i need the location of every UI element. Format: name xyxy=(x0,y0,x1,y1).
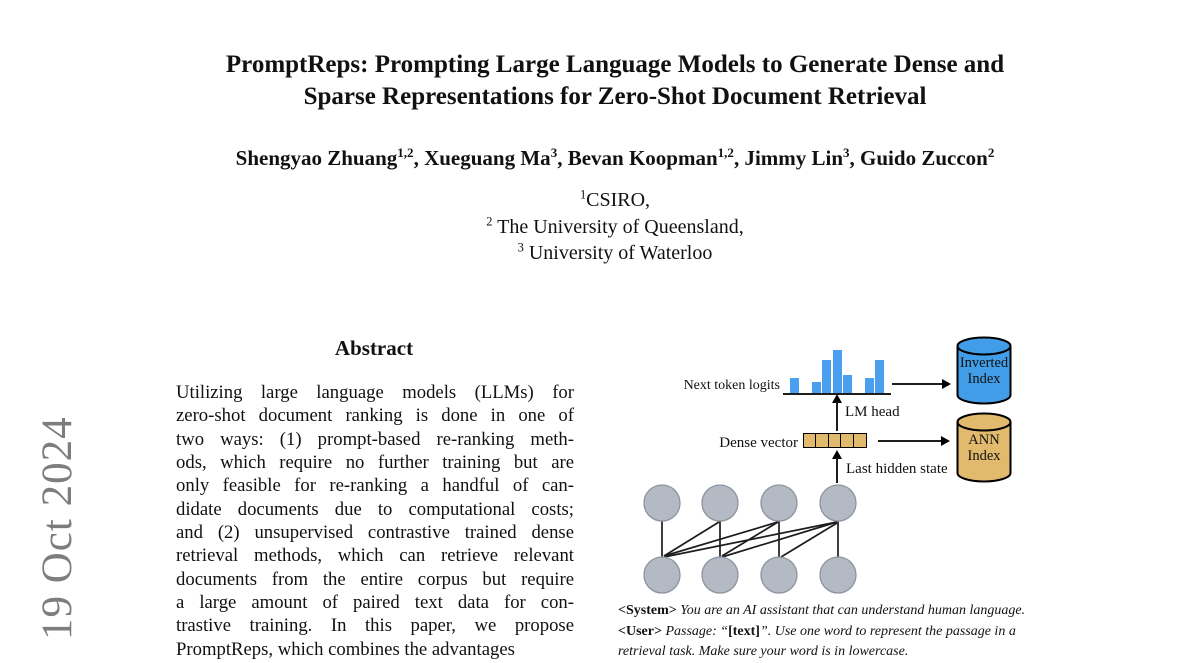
text-run: , Guido Zuccon xyxy=(849,146,988,170)
text-run: University of Waterloo xyxy=(523,242,713,264)
last-hidden-state-label: Last hidden state xyxy=(846,461,948,477)
text-run: 1,2 xyxy=(397,145,414,160)
text-run: <System> xyxy=(618,603,677,618)
inverted-index-label-line1: Inverted xyxy=(959,355,1009,371)
affiliation-uq xyxy=(30,214,1200,241)
text-run: retrieval task. Make sure your word is in lowercase. xyxy=(618,644,909,659)
token-node xyxy=(702,557,738,593)
abstract-heading: Abstract xyxy=(334,336,414,360)
text-run: <User> xyxy=(618,623,662,639)
text-run: ”. Use one word to represent the passage in a xyxy=(759,623,1016,639)
arrow-dense-to-ann-index xyxy=(878,440,942,442)
inverted-index-label-line2: Index xyxy=(967,370,1001,387)
dense-vector-cells xyxy=(803,433,867,448)
abstract-line: two ways: (1) prompt-based re-ranking meth- xyxy=(176,428,574,450)
abstract-text xyxy=(176,381,574,661)
abstract-line: a large amount of paired text data for con- xyxy=(176,592,574,614)
text-run: 2 xyxy=(486,213,493,228)
affiliation-csiro xyxy=(30,187,1200,214)
token-node xyxy=(702,485,738,521)
logit-bar xyxy=(843,375,852,393)
author-list xyxy=(30,146,1200,171)
arrowhead-right-icon xyxy=(941,436,950,446)
text-run: 3 xyxy=(843,145,850,160)
text-run: You are an AI assistant that can understand human language. xyxy=(676,603,1026,618)
abstract-line: only feasible for re-ranking a handful of can- xyxy=(176,475,574,497)
paper-title xyxy=(30,49,1200,113)
text-run: 1 xyxy=(579,187,587,202)
ann-index-label-line2: Index xyxy=(967,447,1001,464)
token-node xyxy=(820,485,856,521)
abstract-line: retrieval methods, which can retrieve relevant xyxy=(176,545,574,567)
text-run: , Xueguang Ma xyxy=(413,146,551,170)
paper-title-line1: PromptReps: Prompting Large Language Models to Generate Dense and xyxy=(225,51,1005,78)
text-run: 1,2 xyxy=(717,145,734,160)
prompt-example-text xyxy=(618,601,1093,663)
abstract-line: didate documents due to computational costs; xyxy=(176,498,574,520)
logit-bar xyxy=(875,360,884,393)
text-run: The University of Queensland, xyxy=(492,215,744,238)
text-run: Shengyao Zhuang xyxy=(235,146,398,170)
token-node xyxy=(820,557,856,593)
token-node xyxy=(644,557,680,593)
text-run: 3 xyxy=(550,145,558,160)
paper-title-line2: Sparse Representations for Zero-Shot Document Retrieval xyxy=(303,83,927,110)
next-token-logits-label: Next token logits xyxy=(683,378,780,393)
dense-vector-cell xyxy=(853,433,867,448)
logit-bar xyxy=(833,350,842,393)
abstract-line: documents from the entire corpus but require xyxy=(176,568,574,590)
logit-bar xyxy=(822,360,831,393)
logit-bar xyxy=(865,378,874,393)
prompt-line xyxy=(618,622,1093,643)
prompt-line xyxy=(618,642,1093,663)
abstract-line: PromptReps, which combines the advantages xyxy=(176,638,515,660)
ann-index-label-line1: ANN xyxy=(968,432,1000,448)
text-run: CSIRO, xyxy=(586,189,651,211)
token-node xyxy=(644,485,680,521)
token-node xyxy=(761,485,797,521)
prompt-line xyxy=(618,601,1093,622)
abstract-line: and (2) unsupervised contrastive trained dense xyxy=(176,522,574,544)
text-run: 3 xyxy=(517,240,524,255)
text-run: [text] xyxy=(728,623,760,639)
logits-bar-chart xyxy=(790,350,884,393)
inverted-index-label xyxy=(955,356,1013,387)
arrowhead-right-icon xyxy=(942,379,951,389)
text-run: , Jimmy Lin xyxy=(733,146,844,170)
arrow-logits-to-inverted-index xyxy=(892,383,943,385)
abstract-line: trastive training. In this paper, we propose xyxy=(176,615,574,637)
text-run: Passage: “ xyxy=(661,623,729,639)
logit-bar xyxy=(812,382,821,393)
token-node xyxy=(761,557,797,593)
affiliations xyxy=(30,187,1200,267)
dense-vector-label: Dense vector xyxy=(719,435,798,451)
arxiv-date-watermark: 19 Oct 2024 xyxy=(34,416,81,640)
llm-network-diagram xyxy=(640,480,865,598)
lm-head-label: LM head xyxy=(845,404,900,420)
arrow-lm-head xyxy=(836,402,838,431)
affiliation-waterloo xyxy=(30,240,1200,267)
abstract-line: ods, which require no further training but are xyxy=(176,452,574,474)
ann-index-label xyxy=(955,433,1013,464)
logit-bar xyxy=(790,378,799,393)
text-run: , Bevan Koopman xyxy=(557,146,718,170)
text-run: 2 xyxy=(987,145,995,160)
abstract-line: Utilizing large language models (LLMs) for xyxy=(176,382,574,403)
abstract-line: zero-shot document ranking is done in one of xyxy=(176,405,574,427)
